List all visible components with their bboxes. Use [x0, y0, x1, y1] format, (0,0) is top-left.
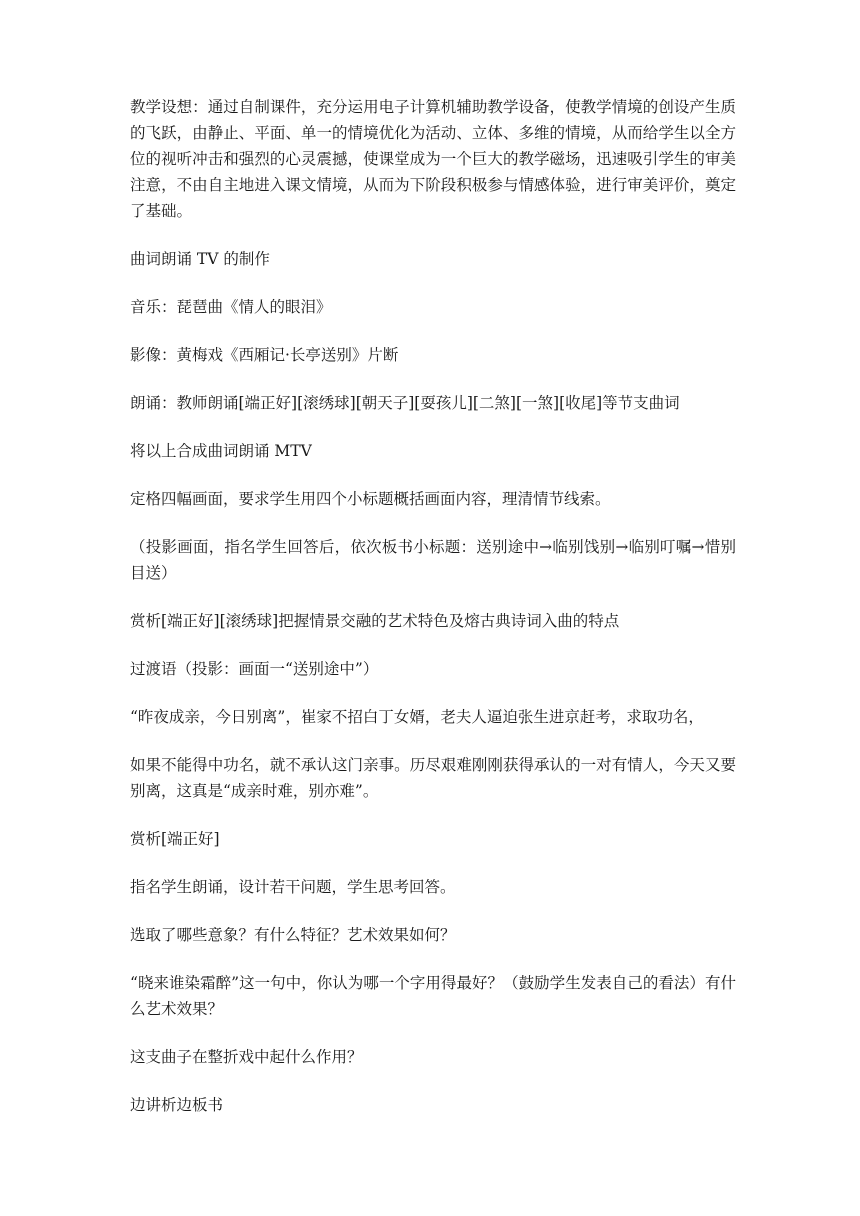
video-line: 影像：黄梅戏《西厢记·长亭送别》片断: [130, 346, 399, 364]
appreciation-heading: 赏析[端正好][滚绣球]把握情景交融的艺术特色及熔古典诗词入曲的特点: [130, 612, 620, 630]
document-page: [130, 94, 736, 1140]
quote-paragraph: “昨夜成亲，今日别离”，崔家不招白丁女婿，老夫人逼迫张生进京赶考，求取功名，: [130, 708, 704, 726]
recite-instruction: 指名学生朗诵，设计若干问题，学生思考回答。: [130, 878, 456, 896]
transition-line: 过渡语（投影：画面一“送别途中”）: [130, 660, 379, 678]
board-writing-line: 边讲析边板书: [130, 1096, 224, 1114]
mtv-compose-line: 将以上合成曲词朗诵 MTV: [130, 442, 312, 460]
duanzhenghao-heading: 赏析[端正好]: [130, 830, 220, 848]
recitation-line: 朗诵：教师朗诵[端正好][滚绣球][朝天子][耍孩儿][二煞][一煞][收尾]等节支曲词: [130, 394, 680, 412]
question-word-choice: “晓来谁染霜醉”这一句中，你认为哪一个字用得最好？（鼓励学生发表自己的看法）有什么艺术效果？: [130, 974, 736, 1018]
mtv-production-heading: 曲词朗诵 TV 的制作: [130, 250, 270, 268]
question-imagery: 选取了哪些意象？有什么特征？艺术效果如何？: [130, 926, 456, 944]
teaching-concept-paragraph: 教学设想：通过自制课件，充分运用电子计算机辅助教学设备，使教学情境的创设产生质的飞跃，由静止、平面、单一的情境优化为活动、立体、多维的情境，从而给学生以全方位的视听冲击和强烈的心灵震撼，使课堂成为一个巨大的教学磁场，迅速吸引学生的审美注意，不由自主地进入课文情境，从而为下阶段积极参与情感体验，进行审美评价，奠定了基础。: [130, 98, 736, 220]
projection-note: （投影画面，指名学生回答后，依次板书小标题：送别途中→临别饯别→临别叮嘱→惜别目送）: [130, 538, 736, 582]
music-line: 音乐：琵琶曲《情人的眼泪》: [130, 298, 332, 316]
context-paragraph: 如果不能得中功名，就不承认这门亲事。历尽艰难刚刚获得承认的一对有情人，今天又要别离，这真是“成亲时难，别亦难”。: [130, 756, 736, 800]
question-role: 这支曲子在整折戏中起什么作用？: [130, 1048, 363, 1066]
freeze-frames-line: 定格四幅画面，要求学生用四个小标题概括画面内容，理清情节线索。: [130, 490, 611, 508]
